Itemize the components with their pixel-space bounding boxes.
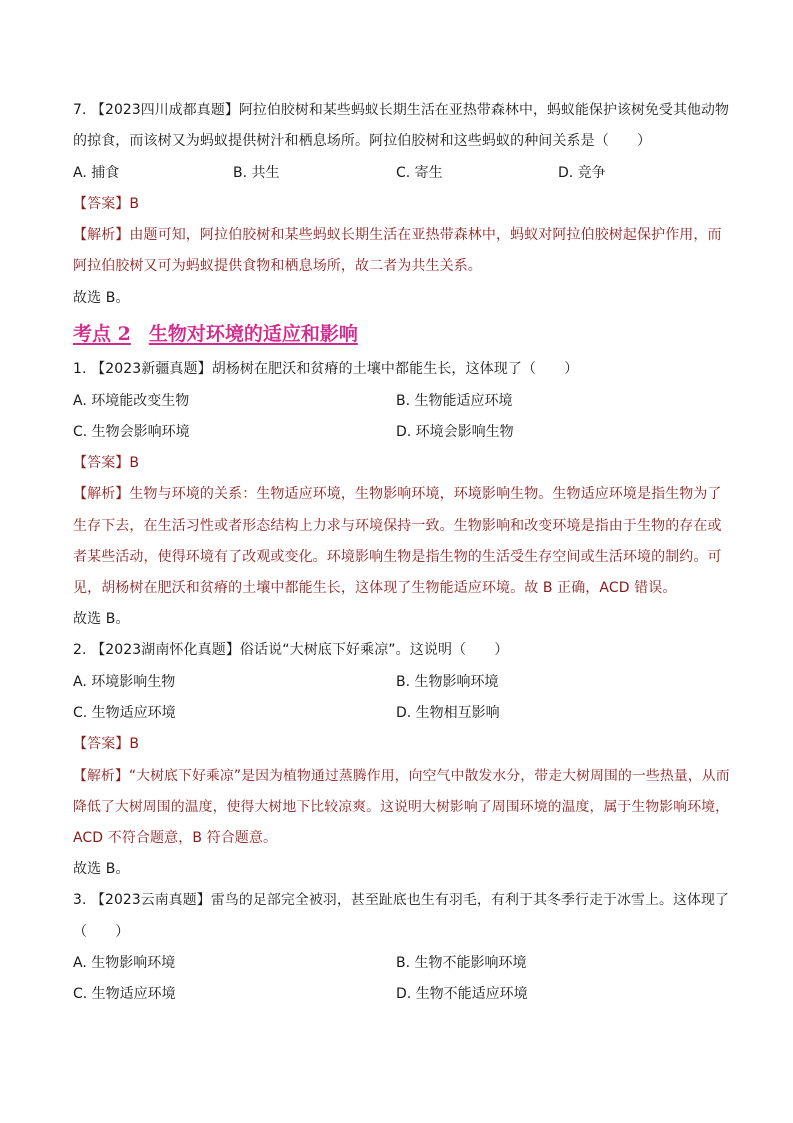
q7-analysis-line1 bbox=[73, 225, 722, 245]
q2-stem: 2. 【2023湖南怀化真题】俗话说“大树底下好乘凉”。这说明（ ） bbox=[73, 642, 509, 658]
q1-conclusion: 故选 B。 bbox=[73, 611, 130, 627]
q7-analysis-line2: 阿拉伯胶树又可为蚂蚁提供食物和栖息场所，故二者为共生关系。 bbox=[73, 258, 482, 274]
q1-option-d: D. 环境会影响生物 bbox=[396, 424, 514, 440]
analysis-label: 【解析】 bbox=[73, 768, 129, 784]
section-label: 考点 2 bbox=[73, 323, 131, 345]
q2-option-c: C. 生物适应环境 bbox=[73, 705, 176, 721]
answer-label: 【答案】 bbox=[73, 736, 130, 752]
q2-option-d: D. 生物相互影响 bbox=[396, 705, 500, 721]
q7-conclusion: 故选 B。 bbox=[73, 290, 130, 306]
q1-option-a: A. 环境能改变生物 bbox=[73, 393, 190, 409]
q1-analysis-line3: 者某些活动，使得环境有了改观或变化。环境影响生物是指生物的生活受生存空间或生活环境的制约。可 bbox=[73, 549, 722, 565]
q7-option-c: C. 寄生 bbox=[396, 165, 443, 181]
q1-option-b: B. 生物能适应环境 bbox=[396, 393, 513, 409]
q7-answer bbox=[73, 194, 139, 214]
q1-analysis-line4: 见，胡杨树在肥沃和贫瘠的土壤中都能生长，这体现了生物能适应环境。故 B 正确，ACD 错误。 bbox=[73, 580, 677, 596]
answer-label: 【答案】 bbox=[73, 455, 130, 471]
q2-analysis-line2: 降低了大树周围的温度，使得大树地下比较凉爽。这说明大树影响了周围环境的温度，属于生物影响环境， bbox=[73, 799, 730, 815]
q1-answer bbox=[73, 453, 139, 473]
answer-value: B bbox=[129, 455, 140, 471]
q3-option-a: A. 生物影响环境 bbox=[73, 955, 176, 971]
analysis-text: 生物与环境的关系：生物适应环境，生物影响环境，环境影响生物。生物适应环境是指生物为了 bbox=[129, 486, 722, 502]
q7-option-d: D. 竞争 bbox=[558, 165, 606, 181]
analysis-label: 【解析】 bbox=[73, 227, 130, 243]
q7-stem-line1: 7. 【2023四川成都真题】阿拉伯胶树和某些蚂蚁长期生活在亚热带森林中，蚂蚁能保护该树免受其他动物 bbox=[73, 102, 730, 118]
q7-stem-line2: 的掠食，而该树又为蚂蚁提供树汁和栖息场所。阿拉伯胶树和这些蚂蚁的种间关系是（ ） bbox=[73, 133, 652, 149]
q3-option-c: C. 生物适应环境 bbox=[73, 986, 176, 1002]
section-title: 生物对环境的适应和影响 bbox=[148, 323, 358, 345]
q1-option-c: C. 生物会影响环境 bbox=[73, 424, 190, 440]
section-gap bbox=[131, 321, 149, 347]
section-heading bbox=[73, 321, 358, 347]
answer-value: B bbox=[129, 196, 140, 212]
answer-value: B bbox=[129, 736, 140, 752]
q2-option-b: B. 生物影响环境 bbox=[396, 674, 499, 690]
q7-option-a: A. 捕食 bbox=[73, 165, 120, 181]
q2-analysis-line1 bbox=[73, 766, 730, 786]
q2-conclusion: 故选 B。 bbox=[73, 861, 130, 877]
q2-answer bbox=[73, 734, 139, 754]
analysis-text: 由题可知，阿拉伯胶树和某些蚂蚁长期生活在亚热带森林中，蚂蚁对阿拉伯胶树起保护作用，而 bbox=[129, 227, 722, 243]
q1-stem: 1. 【2023新疆真题】胡杨树在肥沃和贫瘠的土壤中都能生长，这体现了（ ） bbox=[73, 361, 579, 377]
q3-stem-line1: 3. 【2023云南真题】雷鸟的足部完全被羽，甚至趾底也生有羽毛，有利于其冬季行走于冰雪上。这体现了 bbox=[73, 892, 730, 908]
q2-option-a: A. 环境影响生物 bbox=[73, 674, 176, 690]
q3-option-d: D. 生物不能适应环境 bbox=[396, 986, 528, 1002]
q3-option-b: B. 生物不能影响环境 bbox=[396, 955, 527, 971]
q2-analysis-line3: ACD 不符合题意，B 符合题意。 bbox=[73, 830, 278, 846]
q7-option-b: B. 共生 bbox=[233, 165, 280, 181]
q3-stem-line2: （ ） bbox=[73, 924, 130, 940]
q1-analysis-line2: 生存下去，在生活习性或者形态结构上力求与环境保持一致。生物影响和改变环境是指由于生物的存在或 bbox=[73, 518, 722, 534]
analysis-label: 【解析】 bbox=[73, 486, 130, 502]
analysis-text: “大树底下好乘凉”是因为植物通过蒸腾作用，向空气中散发水分，带走大树周围的一些热量，从而 bbox=[128, 768, 730, 784]
q1-analysis-line1 bbox=[73, 484, 722, 504]
answer-label: 【答案】 bbox=[73, 196, 130, 212]
